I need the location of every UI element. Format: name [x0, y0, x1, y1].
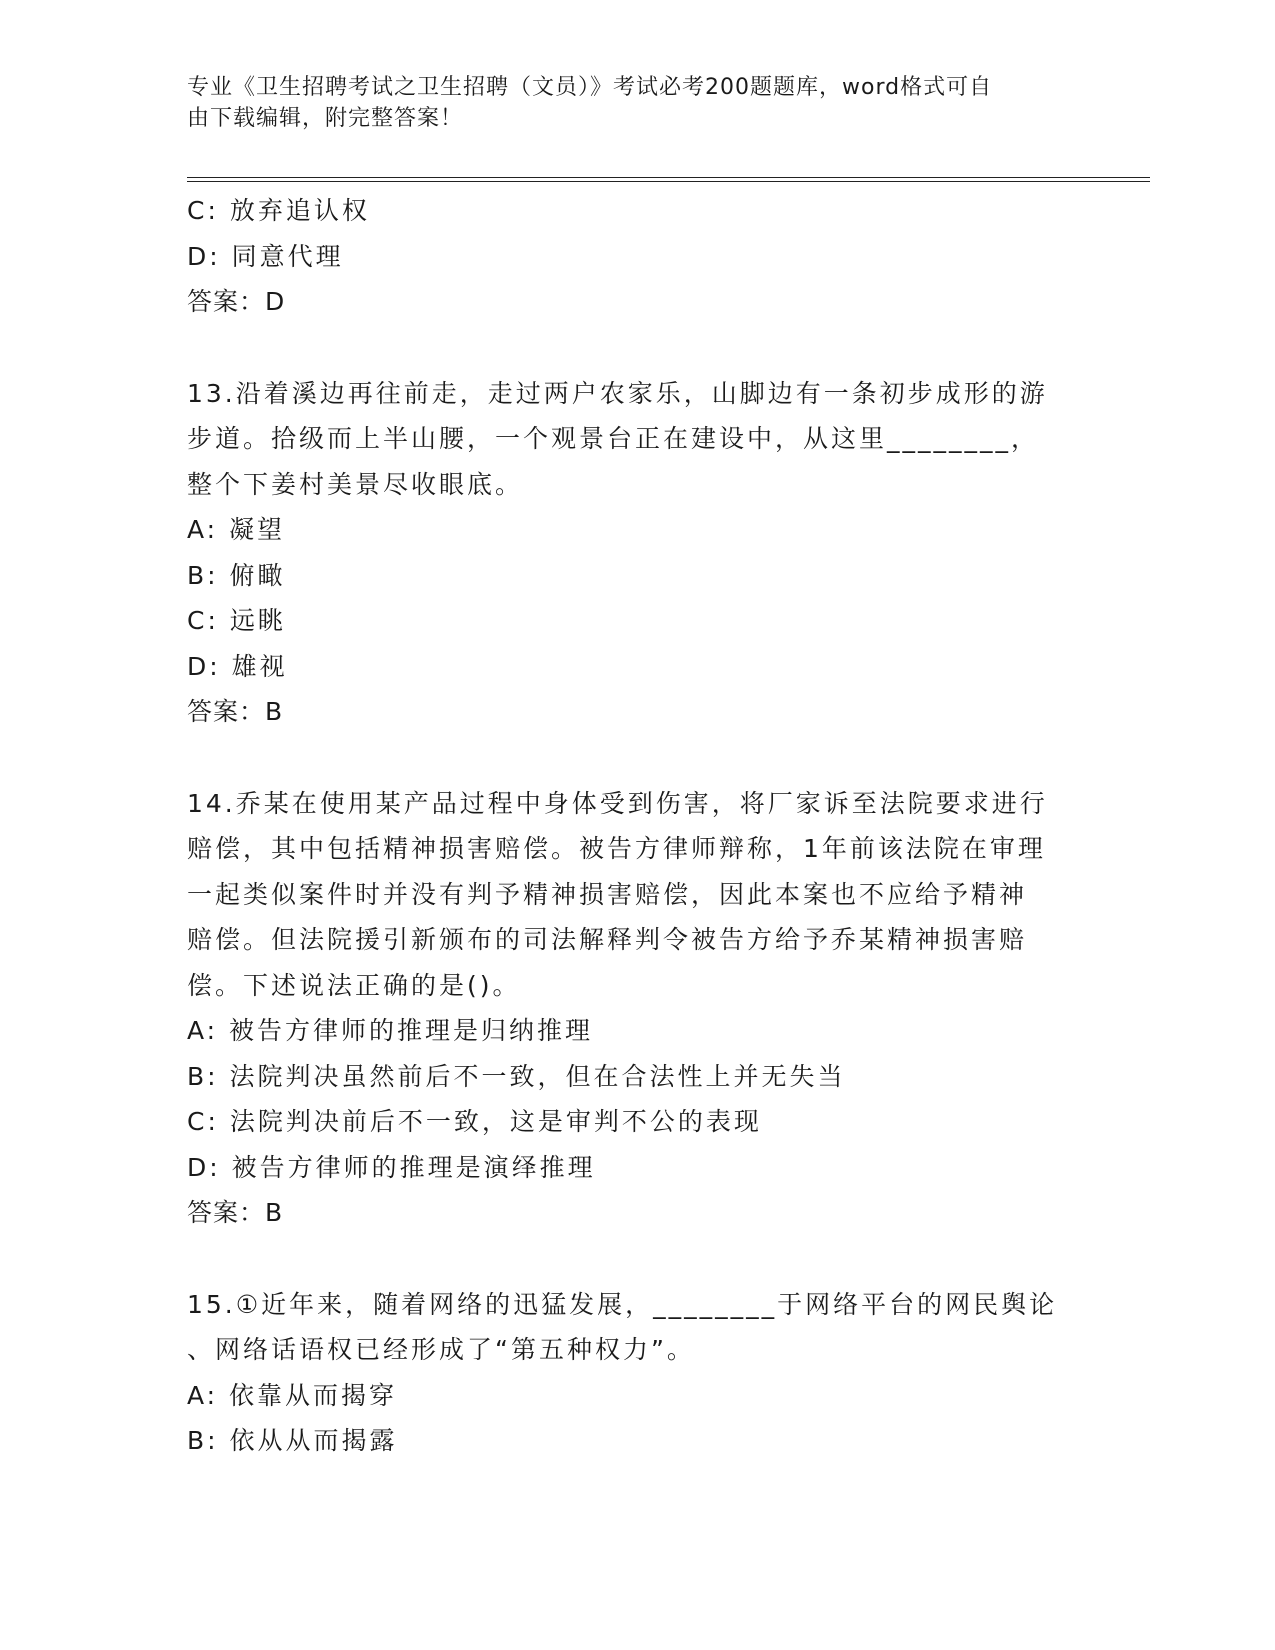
- option-a: A: 凝望: [187, 515, 286, 544]
- option-c: C: 远眺: [187, 606, 286, 635]
- question-text-line: 赔偿。但法院援引新颁布的司法解释判令被告方给予乔某精神损害赔: [187, 925, 1028, 954]
- question-text-line: 步道。拾级而上半山腰，一个观景台正在建设中，从这里________，: [187, 424, 1040, 453]
- option-b: B: 法院判决虽然前后不一致，但在合法性上并无失当: [187, 1061, 846, 1091]
- option-d: D: 雄视: [187, 651, 288, 681]
- header-divider-bottom: [187, 181, 1150, 182]
- question-content: [187, 188, 1087, 1464]
- document-header: [187, 72, 1067, 134]
- header-divider-top: [187, 177, 1150, 178]
- prev-question-block: [187, 188, 1087, 325]
- question-text-line: 一起类似案件时并没有判予精神损害赔偿，因此本案也不应给予精神: [187, 879, 1028, 909]
- spacer: [187, 1236, 1087, 1282]
- question-text-line: 赔偿，其中包括精神损害赔偿。被告方律师辩称，1年前该法院在审理: [187, 834, 1046, 863]
- spacer: [187, 325, 1087, 371]
- header-line-1: 专业《卫生招聘考试之卫生招聘（文员）》考试必考200题题库，word格式可自: [187, 75, 993, 100]
- question-15: [187, 1282, 1087, 1464]
- question-text-line: 14.乔某在使用某产品过程中身体受到伤害，将厂家诉至法院要求进行: [187, 788, 1048, 818]
- question-14: [187, 781, 1087, 1236]
- option-d: D: 同意代理: [187, 241, 344, 271]
- question-text-line: 13.沿着溪边再往前走，走过两户农家乐，山脚边有一条初步成形的游: [187, 378, 1048, 408]
- option-a: A: 依靠从而揭穿: [187, 1380, 398, 1410]
- question-text-line: 整个下姜村美景尽收眼底。: [187, 469, 524, 499]
- option-b: B: 俯瞰: [187, 560, 286, 590]
- option-c: C: 法院判决前后不一致，这是审判不公的表现: [187, 1107, 762, 1136]
- question-text-line: 偿。下述说法正确的是()。: [187, 970, 521, 1000]
- answer-line: 答案：B: [187, 1198, 284, 1227]
- spacer: [187, 735, 1087, 781]
- option-c: C: 放弃追认权: [187, 196, 370, 225]
- header-line-2: 由下载编辑，附完整答案！: [187, 106, 464, 131]
- answer-line: 答案：D: [187, 287, 286, 316]
- question-13: [187, 371, 1087, 735]
- option-d: D: 被告方律师的推理是演绎推理: [187, 1152, 596, 1182]
- option-a: A: 被告方律师的推理是归纳推理: [187, 1016, 594, 1045]
- option-b: B: 依从从而揭露: [187, 1426, 398, 1455]
- answer-line: 答案：B: [187, 697, 284, 726]
- question-text-line: 、网络话语权已经形成了“第五种权力”。: [187, 1335, 695, 1364]
- question-text-line: 15.①近年来，随着网络的迅猛发展，________于网络平台的网民舆论: [187, 1289, 1058, 1319]
